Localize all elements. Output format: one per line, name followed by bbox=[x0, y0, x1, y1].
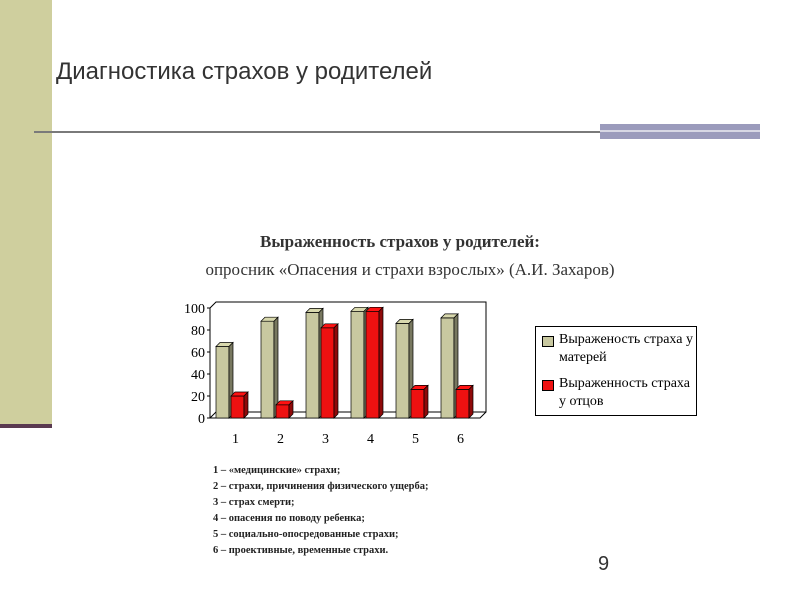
note-item: 4 – опасения по поводу ребенка; bbox=[213, 513, 365, 524]
slide-title: Диагностика страхов у родителей bbox=[56, 58, 433, 85]
x-tick-label: 4 bbox=[367, 432, 374, 447]
bar-side bbox=[424, 385, 428, 418]
bar bbox=[456, 389, 469, 418]
title-divider-block-stripe bbox=[600, 130, 760, 132]
x-tick-label: 5 bbox=[412, 432, 419, 447]
chart-legend bbox=[535, 326, 697, 416]
legend-label-mothers: Выраженость страха у матерей bbox=[559, 332, 693, 365]
y-tick-label: 60 bbox=[191, 346, 205, 361]
chart-subtitle: опросник «Опасения и страхи взрослых» (А.И. Захаров) bbox=[205, 260, 615, 279]
legend-swatch-fathers bbox=[542, 380, 554, 391]
bar-side bbox=[274, 317, 278, 418]
title-divider-line bbox=[34, 131, 602, 133]
x-tick-label: 2 bbox=[277, 432, 284, 447]
y-tick-label: 40 bbox=[191, 368, 205, 383]
bar bbox=[306, 312, 319, 418]
bar bbox=[411, 389, 424, 418]
y-tick-label: 80 bbox=[191, 324, 205, 339]
legend-label-fathers: Выраженность страха у отцов bbox=[559, 376, 690, 409]
bar bbox=[216, 347, 229, 419]
bar-side bbox=[379, 307, 383, 418]
bar-chart bbox=[180, 296, 500, 456]
note-item: 3 – страх смерти; bbox=[213, 497, 295, 508]
note-item: 2 – страхи, причинения физического ущерба; bbox=[213, 481, 429, 492]
note-item: 1 – «медицинские» страхи; bbox=[213, 465, 341, 476]
legend-swatch-mothers bbox=[542, 336, 554, 347]
bar bbox=[366, 311, 379, 418]
bar bbox=[351, 311, 364, 418]
bar bbox=[441, 318, 454, 418]
bar-side bbox=[244, 392, 248, 418]
bar bbox=[261, 321, 274, 418]
bar bbox=[231, 396, 244, 418]
bar bbox=[396, 323, 409, 418]
x-tick-label: 1 bbox=[232, 432, 239, 447]
bar-side bbox=[334, 324, 338, 418]
side-accent-rule bbox=[0, 424, 52, 428]
bar bbox=[321, 328, 334, 418]
note-item: 5 – социально-опосредованные страхи; bbox=[213, 529, 399, 540]
y-tick-label: 0 bbox=[198, 412, 205, 427]
slide-number: 9 bbox=[598, 553, 610, 575]
bar bbox=[276, 405, 289, 418]
category-notes bbox=[213, 463, 428, 559]
y-tick-label: 100 bbox=[184, 302, 205, 317]
bar-side bbox=[469, 385, 473, 418]
x-tick-label: 6 bbox=[457, 432, 464, 447]
y-tick-label: 20 bbox=[191, 390, 205, 405]
x-tick-label: 3 bbox=[322, 432, 329, 447]
side-band bbox=[0, 0, 52, 426]
chart-title: Выраженность страхов у родителей: bbox=[260, 232, 540, 251]
note-item: 6 – проективные, временные страхи. bbox=[213, 545, 389, 556]
